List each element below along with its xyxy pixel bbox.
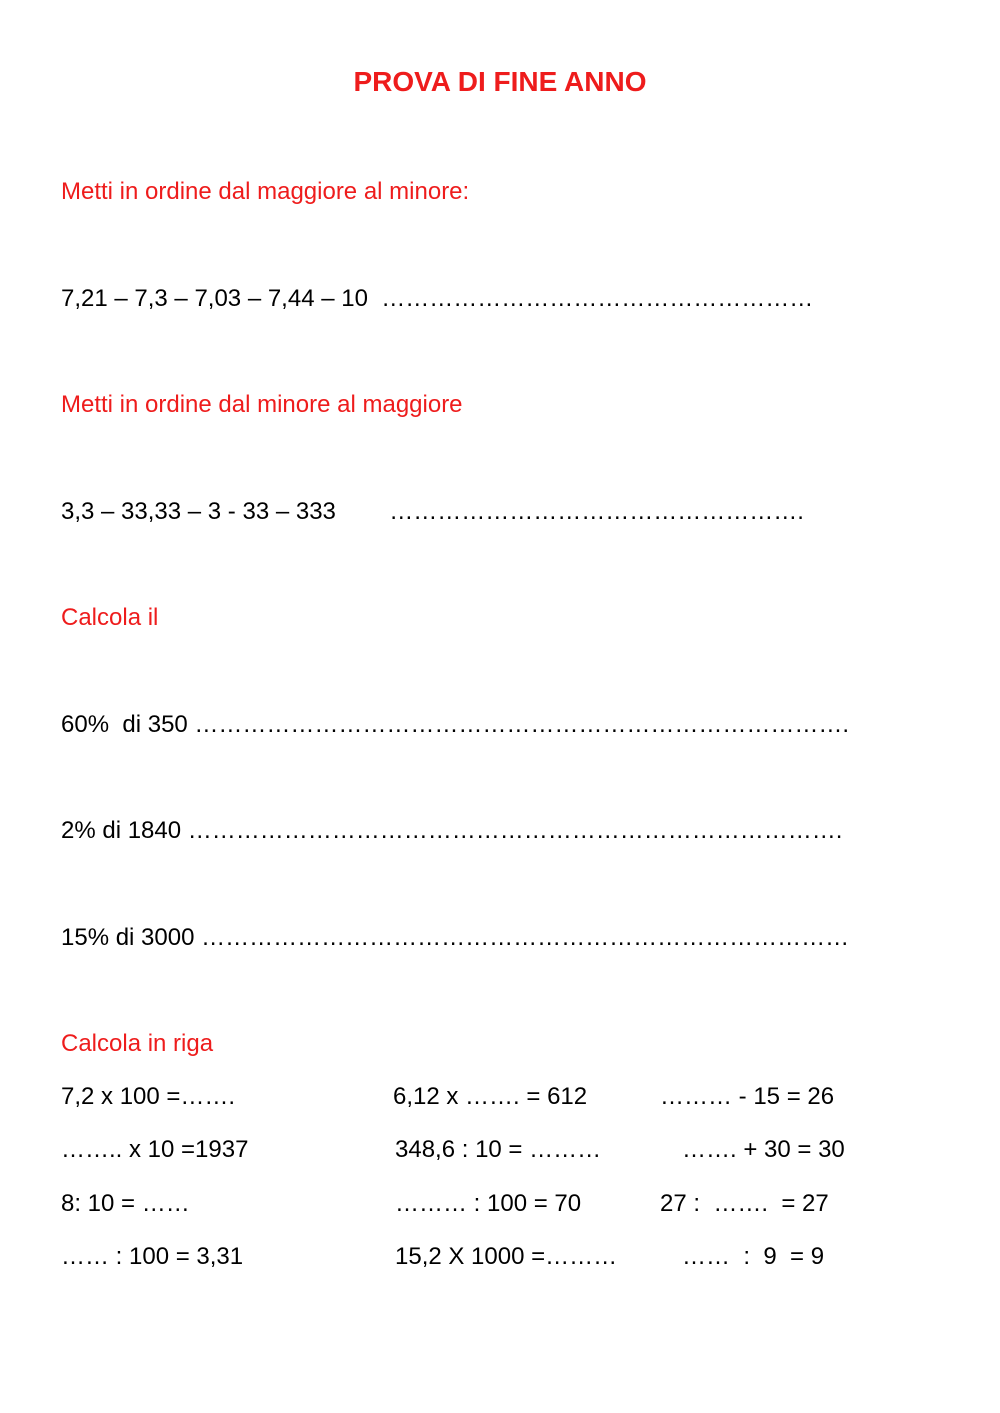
- calc-item: 15,2 X 1000 =………: [395, 1243, 618, 1270]
- calc-item: …….. x 10 =1937: [61, 1136, 249, 1163]
- section-heading: Metti in ordine dal maggiore al minore:: [61, 178, 470, 205]
- calc-item: ……. + 30 = 30: [682, 1136, 845, 1163]
- section-heading: Metti in ordine dal minore al maggiore: [61, 391, 463, 418]
- calc-item: …… : 9 = 9: [682, 1243, 825, 1270]
- calc-item: 348,6 : 10 = ………: [395, 1136, 602, 1163]
- calc-item: 27 : ……. = 27: [660, 1190, 829, 1217]
- calc-item: ……… : 100 = 70: [395, 1190, 582, 1217]
- section-heading: Calcola il: [61, 604, 159, 631]
- calc-item: ……… - 15 = 26: [660, 1083, 835, 1110]
- exercise-line: 15% di 3000 ………………………………………………………………………: [61, 924, 850, 951]
- exercise-line: 60% di 350 ……………………………………………………………………….: [61, 711, 850, 738]
- exercise-line: 3,3 – 33,33 – 3 - 33 – 333 …………………………………………….: [61, 498, 804, 525]
- exercise-line: 7,21 – 7,3 – 7,03 – 7,44 – 10 ………………………………………………: [61, 285, 814, 312]
- calc-item: …… : 100 = 3,31: [61, 1243, 244, 1270]
- calc-item: 8: 10 = ……: [61, 1190, 190, 1217]
- calc-item: 7,2 x 100 =…….: [61, 1083, 236, 1110]
- calc-item: 6,12 x ……. = 612: [393, 1083, 588, 1110]
- exercise-line: 2% di 1840 ……………………………………………………………………….: [61, 817, 843, 844]
- page-title: PROVA DI FINE ANNO: [353, 66, 647, 97]
- section-heading: Calcola in riga: [61, 1030, 214, 1057]
